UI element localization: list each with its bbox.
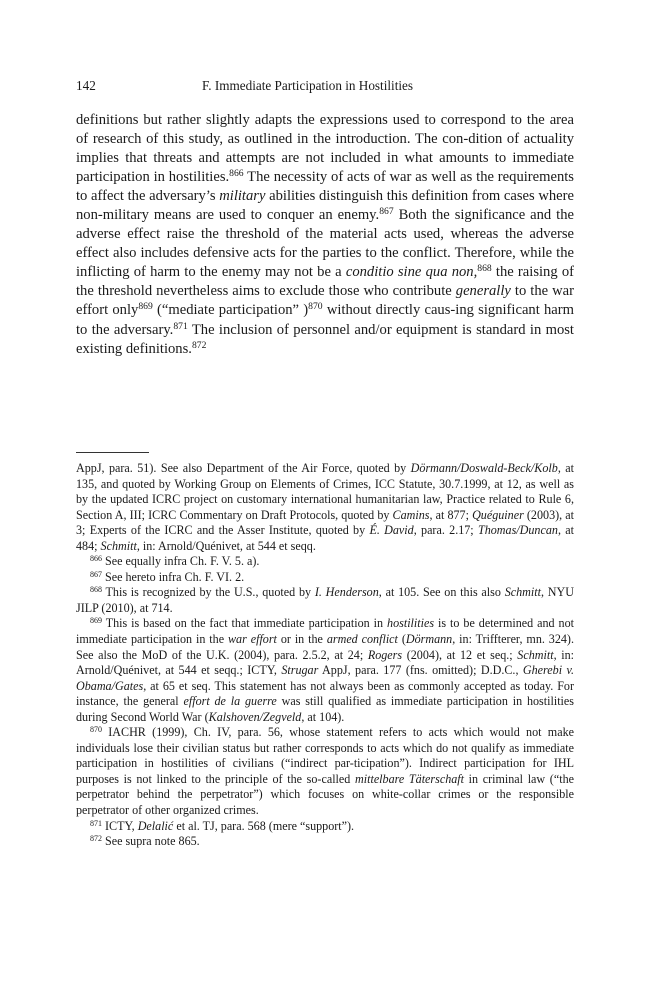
- footnote-number: 867: [90, 569, 102, 579]
- footnote-number: 866: [90, 554, 102, 564]
- footnote-continuation: AppJ, para. 51). See also Department of the Air Force, quoted by Dörmann/Doswald-Beck/Kolb, at 135, and quoted by Working Group on Elements of Crimes, ICC Statute, 30.7.1999, at 12, as well as by the updated ICRC project on customary international humanitarian law, Practice related to Rule 6, Section A, III; ICRC Commentary on Draft Protocols, quoted by Camins, at 877; Quéguiner (2003), at 3; Experts of the ICRC and the Asser Institute, quoted by É. David, para. 2.17; Thomas/Duncan, at 484; Schmitt, in: Arnold/Quénivet, at 544 et seqq.: [76, 461, 574, 553]
- footnote-869: $^{869}$ This is based on the fact that immediate participation in hostilities is to be determined and not immediate participation in the war effort or in the armed conflict (Dörmann, in: Triffterer, mn. 324). See also the MoD of the U.K. (2004), para. 2.5.2, at 24; Rogers (2004), at 12 et seq.; Schmitt, in: Arnold/Quénivet, at 544 et seqq.; ICTY, Strugar AppJ, para. 177 (fns. omitted); D.D.C., Gherebi v. Obama/Gates, at 65 et seq. This statement has not always been as commonly accepted as today. For instance, the general effort de la guerre was still qualified as immediate participation in hostilities during Second World War (Kalshoven/Zegveld, at 104).: [76, 616, 575, 724]
- footnote-ref-866[interactable]: 866: [229, 168, 244, 180]
- running-title: F. Immediate Participation in Hostilities: [202, 78, 414, 93]
- footnote-867: $^{867}$ See hereto infra Ch. F. VI. 2.: [90, 569, 245, 584]
- footnote-866: $^{866}$ See equally infra Ch. F. V. 5. a).: [90, 554, 260, 569]
- footnote-number: 868: [90, 585, 102, 595]
- footnote-870: $^{870}$ IACHR (1999), Ch. IV, para. 56, whose statement refers to acts which would not make individuals lose their civilian status but rather corresponds to acts which do not qualify as immediate participation in hostilities of civilians (“indirect par-ticipation”). Indirect participation for IHL purposes is not linked to the principle of the so-called mittelbare Täterschaft in criminal law (“the perpetrator behind the perpetrator”) which focuses on white-collar crimes or the responsible perpetrator of other organized crimes.: [76, 725, 574, 818]
- footnote-ref-869[interactable]: 869: [138, 301, 153, 313]
- footnotes: [76, 461, 574, 850]
- footnote-ref-867[interactable]: 867: [379, 206, 394, 218]
- footnote-number: 870: [90, 725, 102, 735]
- body-paragraph: definitions but rather slightly adapts the expressions used to correspond to the area of research of this study, as outlined in the introduction. The con-dition of actuality implies that threats and attempts are not included in what amounts to immediate participation in hostilities.$^{866}$ The necessity of acts of war as well as the requirements to affect the adversary’s military abilities distinguish this definition from cases where non-military means are used to conquer an enemy.$^{867}$ Both the significance and the adverse effect raise the threshold of the material acts used, whereas the adverse effect also includes defensive acts for the parties to the conflict. Therefore, while the inflicting of harm to the enemy may not be a conditio sine qua non,$^{868}$ the raising of the threshold nevertheless aims to exclude those who contribute generally to the war effort only$^{869}$ (“mediate participation” )$^{870}$ without directly caus-ing significant harm to the adversary.$^{871}$ The inclusion of personnel and/or equipment is standard in most existing definitions.$^{872}$: [76, 112, 575, 357]
- footnote-ref-870[interactable]: 870: [308, 301, 323, 313]
- footnote-separator: [76, 452, 149, 453]
- footnote-ref-871[interactable]: 871: [173, 320, 188, 332]
- running-header: [76, 78, 576, 96]
- footnote-868: $^{868}$ This is recognized by the U.S., quoted by I. Henderson, at 105. See on this also Schmitt, NYU JILP (2010), at 714.: [76, 585, 574, 615]
- footnote-871: $^{871}$ ICTY, Delalić et al. TJ, para. 568 (mere “support”).: [90, 818, 355, 833]
- footnote-number: 872: [90, 833, 102, 843]
- body-text: [76, 111, 574, 359]
- footnote-number: 869: [90, 616, 102, 626]
- footnote-872: $^{872}$ See supra note 865.: [90, 833, 200, 849]
- footnote-number: 871: [90, 818, 102, 828]
- footnote-ref-872[interactable]: 872: [191, 339, 207, 351]
- footnote-ref-868[interactable]: 868: [477, 263, 492, 275]
- page-number: 142: [76, 78, 96, 93]
